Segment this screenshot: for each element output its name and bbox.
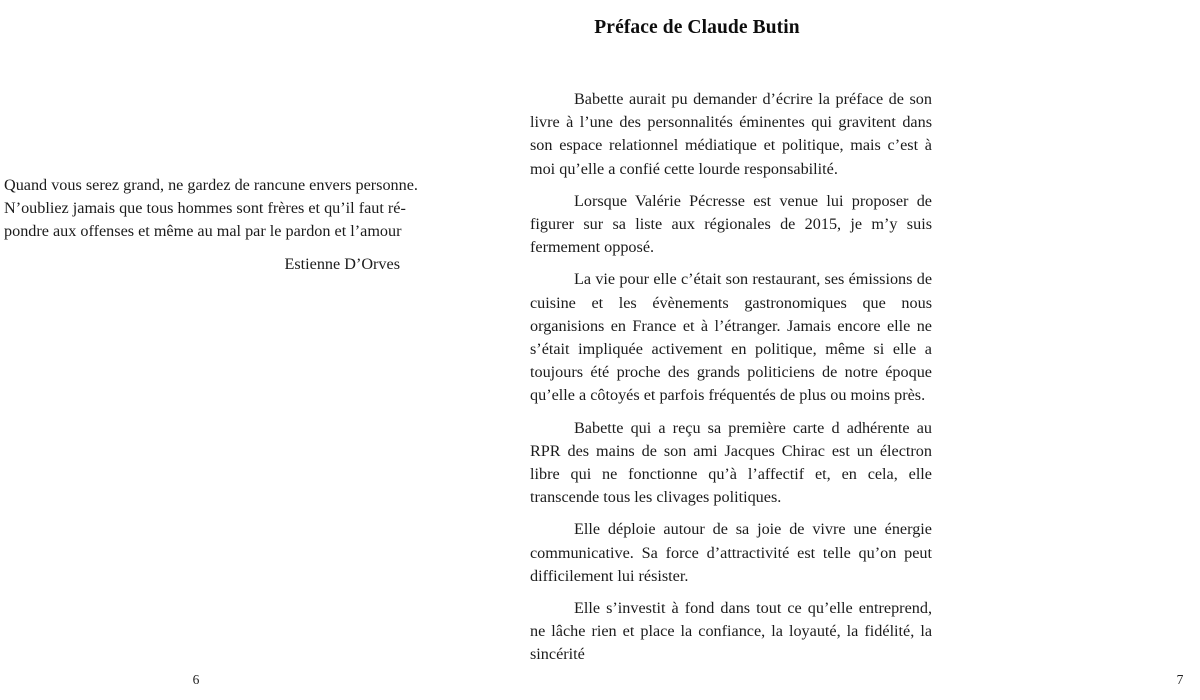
epigraph-line-3: pondre aux offenses et même au mal par le pardon et l’amour (4, 222, 402, 241)
body-paragraph: La vie pour elle c’était son restaurant, ses émissions de cuisine et les évènements gastronomiques que nous organisions en France et à l’étranger. Jamais encore elle ne s’était impliquée activement en politique, même si elle a toujours été proche des grands politiciens de notre époque qu’elle a côtoyés et parfois fréquentés de plus ou moins près. (530, 270, 932, 405)
body-paragraph: Elle déploie autour de sa joie de vivre une énergie communicative. Sa force d’attractivité est telle qu’on peut difficilement lui résister. (530, 520, 932, 585)
epigraph-attribution: Estienne D’Orves (284, 255, 400, 273)
body-paragraph: Elle s’investit à fond dans tout ce qu’elle entreprend, ne lâche rien et place la confiance, la loyauté, la fidélité, la sincérité (530, 599, 932, 664)
right-page (447, 0, 1184, 700)
epigraph-quote (4, 174, 418, 244)
page-number-left: 6 (192, 672, 200, 687)
body-paragraph: Babette qui a reçu sa première carte d adhérente au RPR des mains de son ami Jacques Chirac est un électron libre qui ne fonctionne qu’à l’affectif et, en cela, elle transcende tous les clivages politiques. (530, 418, 932, 507)
page-title: Préface de Claude Butin (594, 17, 800, 39)
epigraph-line-1: Quand vous serez grand, ne gardez de rancune envers personne. (4, 176, 418, 194)
left-page (0, 0, 447, 700)
page-number-right: 7 (1176, 672, 1184, 687)
epigraph-line-2: N’oubliez jamais que tous hommes sont frères et qu’il faut ré- (4, 199, 406, 218)
body-paragraph: Babette aurait pu demander d’écrire la préface de son livre à l’une des personnalités éminentes qui gravitent dans son espace relationnel médiatique et politique, mais c’est à moi qu’elle a confié cette lourde responsabilité. (530, 90, 932, 178)
body-text-column (530, 88, 932, 667)
body-paragraph: Lorsque Valérie Pécresse est venue lui proposer de figurer sur sa liste aux régionales de 2015, je m’y suis fermement opposé. (530, 191, 932, 257)
